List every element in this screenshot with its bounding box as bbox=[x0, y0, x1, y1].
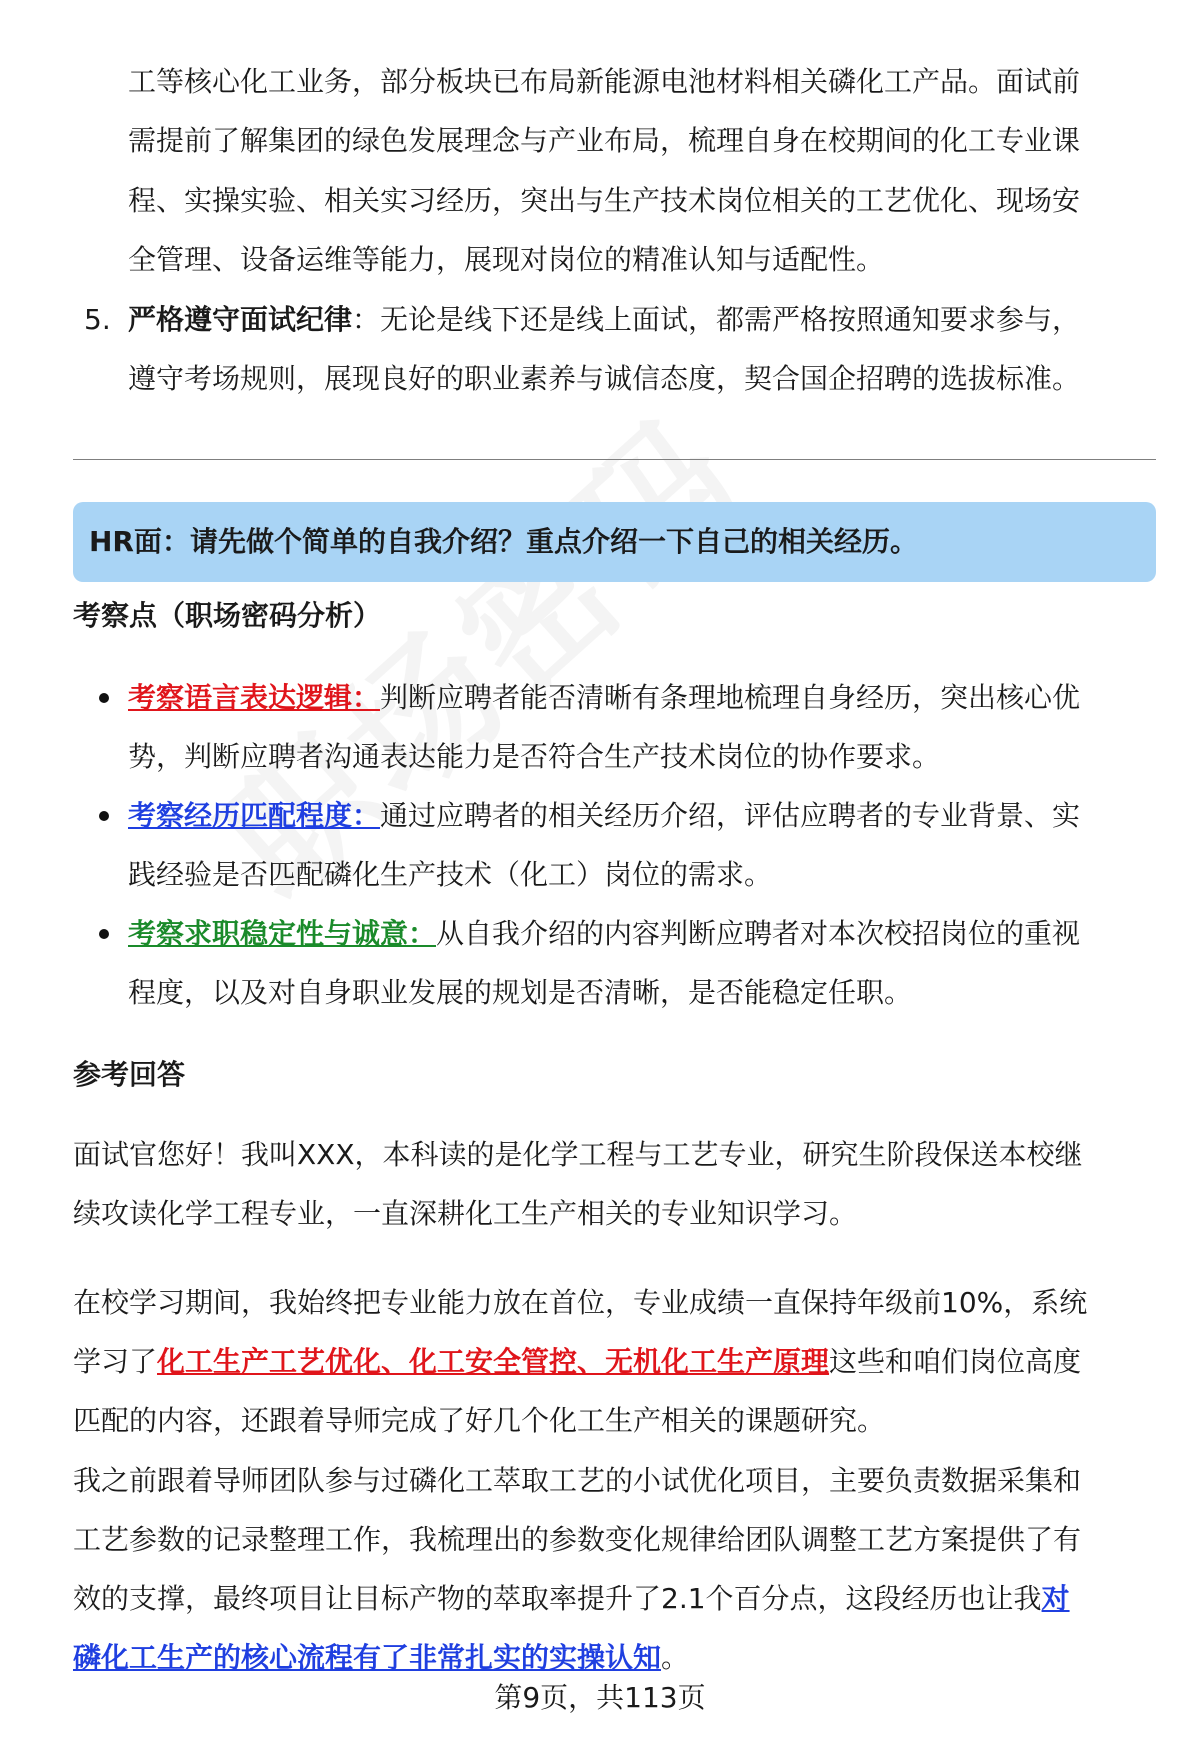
answer-highlight: 对 bbox=[1041, 1582, 1070, 1615]
answer-line: 工艺参数的记录整理工作，我梳理出的参数变化规律给团队调整工艺方案提供了有 bbox=[73, 1523, 1082, 1556]
intro-line: 需提前了解集团的绿色发展理念与产业布局，梳理自身在校期间的化工专业课 bbox=[128, 124, 1081, 157]
intro-line: 全管理、设备运维等能力，展现对岗位的精准认知与适配性。 bbox=[128, 243, 885, 276]
page-number: 第9页，共113页 bbox=[494, 1681, 706, 1714]
answer-text: 学习了 bbox=[73, 1345, 158, 1378]
answer-highlight: 磷化工生产的核心流程有了非常扎实的实操认知 bbox=[73, 1641, 662, 1674]
list-item-text: ：无论是线下还是线上面试，都需严格按照通知要求参与， bbox=[352, 303, 1081, 336]
analysis-text: 从自我介绍的内容判断应聘者对本次校招岗位的重视 bbox=[436, 917, 1081, 950]
analysis-item bbox=[128, 796, 1080, 836]
section-divider bbox=[73, 459, 1156, 460]
answer-highlight: 化工生产工艺优化、化工安全管控、无机化工生产原理 bbox=[157, 1345, 830, 1378]
analysis-text: 践经验是否匹配磷化生产技术（化工）岗位的需求。 bbox=[128, 858, 773, 891]
list-item bbox=[128, 300, 1080, 340]
intro-line: 程、实操实验、相关实习经历，突出与生产技术岗位相关的工艺优化、现场安 bbox=[128, 184, 1081, 217]
answer-text: 这些和咱们岗位高度 bbox=[829, 1345, 1082, 1378]
bullet-icon bbox=[99, 811, 109, 821]
answer-heading: 参考回答 bbox=[73, 1058, 186, 1091]
answer-line bbox=[73, 1638, 689, 1678]
answer-line: 匹配的内容，还跟着导师完成了好几个化工生产相关的课题研究。 bbox=[73, 1404, 886, 1437]
answer-line: 面试官您好！我叫XXX，本科读的是化学工程与工艺专业，研究生阶段保送本校继 bbox=[73, 1138, 1083, 1171]
watermark-text bbox=[170, 362, 778, 940]
analysis-item bbox=[128, 678, 1080, 718]
analysis-label: 考察语言表达逻辑： bbox=[128, 681, 381, 714]
answer-text: 效的支撑，最终项目让目标产物的萃取率提升了2.1个百分点，这段经历也让我 bbox=[73, 1582, 1042, 1615]
answer-line bbox=[73, 1342, 1081, 1382]
answer-line bbox=[73, 1579, 1070, 1619]
analysis-text: 判断应聘者能否清晰有条理地梳理自身经历，突出核心优 bbox=[380, 681, 1081, 714]
answer-text: 。 bbox=[661, 1641, 690, 1674]
analysis-text: 势，判断应聘者沟通表达能力是否符合生产技术岗位的协作要求。 bbox=[128, 740, 941, 773]
list-item-title: 严格遵守面试纪律 bbox=[128, 303, 353, 336]
answer-line: 续攻读化学工程专业，一直深耕化工生产相关的专业知识学习。 bbox=[73, 1197, 858, 1230]
bullet-icon bbox=[99, 929, 109, 939]
bullet-icon bbox=[99, 693, 109, 703]
analysis-heading: 考察点（职场密码分析） bbox=[73, 599, 382, 632]
answer-line: 我之前跟着导师团队参与过磷化工萃取工艺的小试优化项目，主要负责数据采集和 bbox=[73, 1464, 1082, 1497]
intro-line: 工等核心化工业务，部分板块已布局新能源电池材料相关磷化工产品。面试前 bbox=[128, 65, 1081, 98]
list-number: 5. bbox=[84, 303, 111, 336]
answer-line: 在校学习期间，我始终把专业能力放在首位，专业成绩一直保持年级前10%，系统 bbox=[73, 1286, 1088, 1319]
analysis-text: 通过应聘者的相关经历介绍，评估应聘者的专业背景、实 bbox=[380, 799, 1081, 832]
analysis-label: 考察求职稳定性与诚意： bbox=[128, 917, 437, 950]
analysis-label: 考察经历匹配程度： bbox=[128, 799, 381, 832]
analysis-item bbox=[128, 914, 1080, 954]
analysis-text: 程度，以及对自身职业发展的规划是否清晰，是否能稳定任职。 bbox=[128, 976, 913, 1009]
list-item-text: 遵守考场规则，展现良好的职业素养与诚信态度，契合国企招聘的选拔标准。 bbox=[128, 362, 1081, 395]
question-text: HR面：请先做个简单的自我介绍？重点介绍一下自己的相关经历。 bbox=[89, 525, 918, 558]
question-banner bbox=[73, 502, 1156, 582]
